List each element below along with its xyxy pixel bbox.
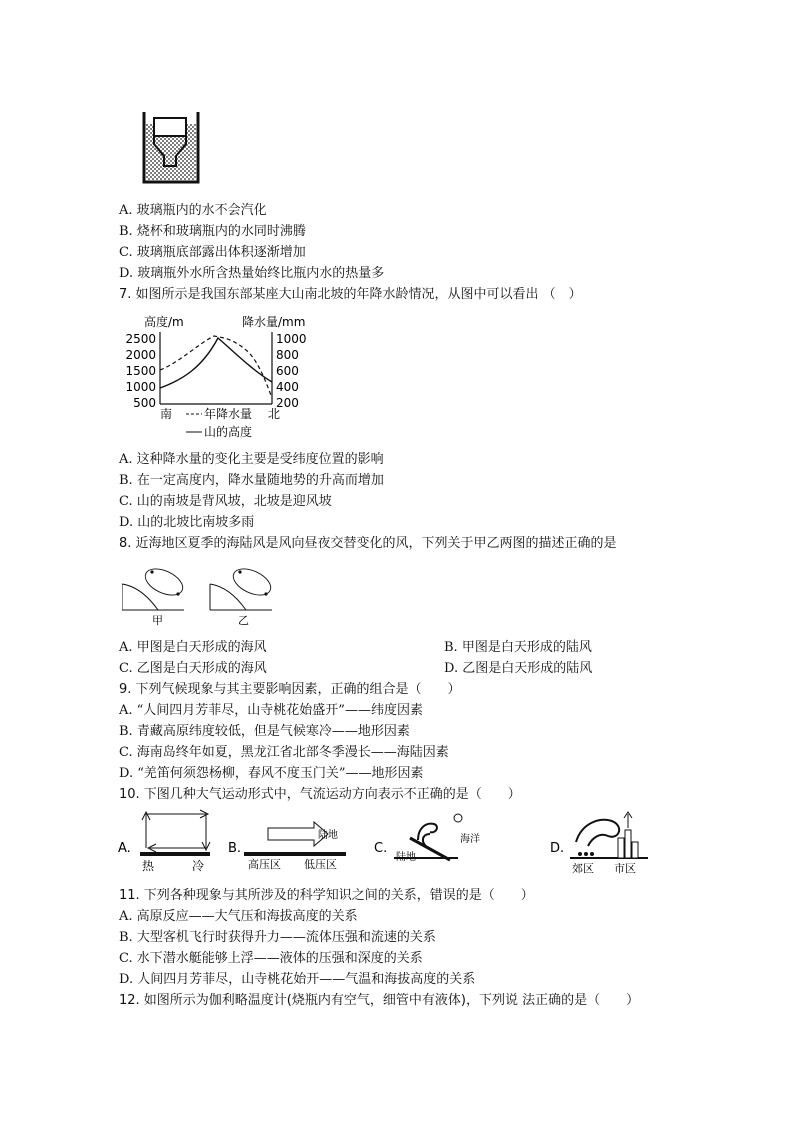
- q8-option-a: A. 甲图是白天形成的海风: [119, 640, 267, 655]
- left-tick: 1500: [125, 364, 156, 378]
- beaker-figure: [140, 110, 202, 184]
- q6-option-d: D. 玻璃瓶外水所含热量始终比瓶内水的热量多: [119, 266, 385, 281]
- q8-option-c: C. 乙图是白天形成的海风: [119, 661, 267, 676]
- q9-option-d: D. “羌笛何须怨杨柳，春风不度玉门关”——地形因素: [119, 766, 424, 781]
- q6-option-b: B. 烧杯和玻璃瓶内的水同时沸腾: [119, 224, 306, 239]
- left-tick: 500: [133, 396, 156, 410]
- q9-option-b: B. 青藏高原纬度较低，但是气候寒冷——地形因素: [119, 724, 410, 739]
- rainfall-curve: [160, 336, 272, 398]
- q8-option-b: B. 甲图是白天形成的陆风: [444, 640, 592, 655]
- q6-option-a: A. 玻璃瓶内的水不会汽化: [119, 203, 267, 218]
- q11-option-b: B. 大型客机飞行时获得升力——流体压强和流速的关系: [119, 930, 436, 945]
- q10-stem: 10. 下图几种大气运动形式中，气流运动方向表示不正确的是（ ）: [119, 787, 521, 802]
- q7-option-b: B. 在一定高度内，降水量随地势的升高而增加: [119, 473, 384, 488]
- left-axis-label: 高度/m: [144, 315, 184, 329]
- height-curve: [160, 338, 272, 388]
- fig-b-low: 低压区: [304, 858, 337, 871]
- q9-stem: 9. 下列气候现象与其主要影响因素，正确的组合是（ ）: [119, 682, 461, 697]
- fig-label-yi: 乙: [238, 614, 249, 627]
- q7-option-a: A. 这种降水量的变化主要是受纬度位置的影响: [119, 452, 384, 467]
- q11-option-d: D. 人间四月芳菲尽，山寺桃花始开——气温和海拔高度的关系: [119, 972, 476, 987]
- fig-b-high: 高压区: [248, 858, 281, 871]
- right-tick: 1000: [276, 332, 307, 346]
- fig-a-cold: 冷: [192, 859, 205, 873]
- south-label: 南: [160, 407, 173, 421]
- q11-stem: 11. 下列各种现象与其所涉及的科学知识之间的关系，错误的是（ ）: [119, 888, 534, 903]
- q7-option-c: C. 山的南坡是背风坡，北坡是迎风坡: [119, 494, 332, 509]
- fig-c-ocean: 海洋: [460, 834, 480, 845]
- right-tick: 600: [276, 364, 299, 378]
- q6-option-c: C. 玻璃瓶底部露出体积逐渐增加: [119, 245, 306, 260]
- q7-stem: 7. 如图所示是我国东部某座大山南北坡的年降水龄情况，从图中可以看出 （ ）: [119, 287, 582, 302]
- left-tick: 2000: [125, 348, 156, 362]
- q9-option-c: C. 海南岛终年如夏，黑龙江省北部冬季漫长——海陆因素: [119, 745, 449, 760]
- q11-option-a: A. 高原反应——大气压和海拔高度的关系: [119, 909, 358, 924]
- fig-a-hot: 热: [142, 859, 155, 873]
- left-tick: 2500: [125, 332, 156, 346]
- q12-stem: 12. 如图所示为伽利略温度计(烧瓶内有空气，细管中有液体)，下列说 法正确的是（ ）: [119, 993, 640, 1008]
- legend-height: 山的高度: [204, 425, 253, 439]
- right-tick: 200: [276, 396, 299, 410]
- fig-c-label: C.: [374, 841, 388, 856]
- fig-b-label: B.: [228, 841, 242, 856]
- legend-rainfall: 年降水量: [204, 407, 253, 421]
- q11-option-c: C. 水下潜水艇能够上浮——液体的压强和深度的关系: [119, 951, 423, 966]
- fig-a-label: A.: [118, 841, 131, 856]
- q7-option-d: D. 山的北坡比南坡多雨: [119, 515, 255, 530]
- fig-b-to-land: 陆地: [318, 830, 338, 841]
- q7-chart: [122, 310, 312, 445]
- q8-option-d: D. 乙图是白天形成的陆风: [444, 661, 593, 676]
- fig-d-city: 市区: [614, 862, 636, 875]
- q9-option-a: A. “人间四月芳菲尽，山寺桃花始盛开”——纬度因素: [119, 703, 423, 718]
- fig-d-suburb: 郊区: [572, 862, 594, 875]
- right-axis-label: 降水量/mm: [242, 315, 306, 329]
- q8-stem: 8. 近海地区夏季的海陆风是风向昼夜交替变化的风，下列关于甲乙两图的描述正确的是: [119, 536, 617, 551]
- fig-c-land: 陆地: [396, 852, 416, 863]
- q8-figures: [122, 560, 282, 628]
- north-label: 北: [268, 407, 281, 421]
- left-tick: 1000: [125, 380, 156, 394]
- fig-label-jia: 甲: [152, 614, 163, 627]
- right-tick: 400: [276, 380, 299, 394]
- right-tick: 800: [276, 348, 299, 362]
- q10-figures: [118, 808, 658, 880]
- fig-d-label: D.: [550, 841, 565, 856]
